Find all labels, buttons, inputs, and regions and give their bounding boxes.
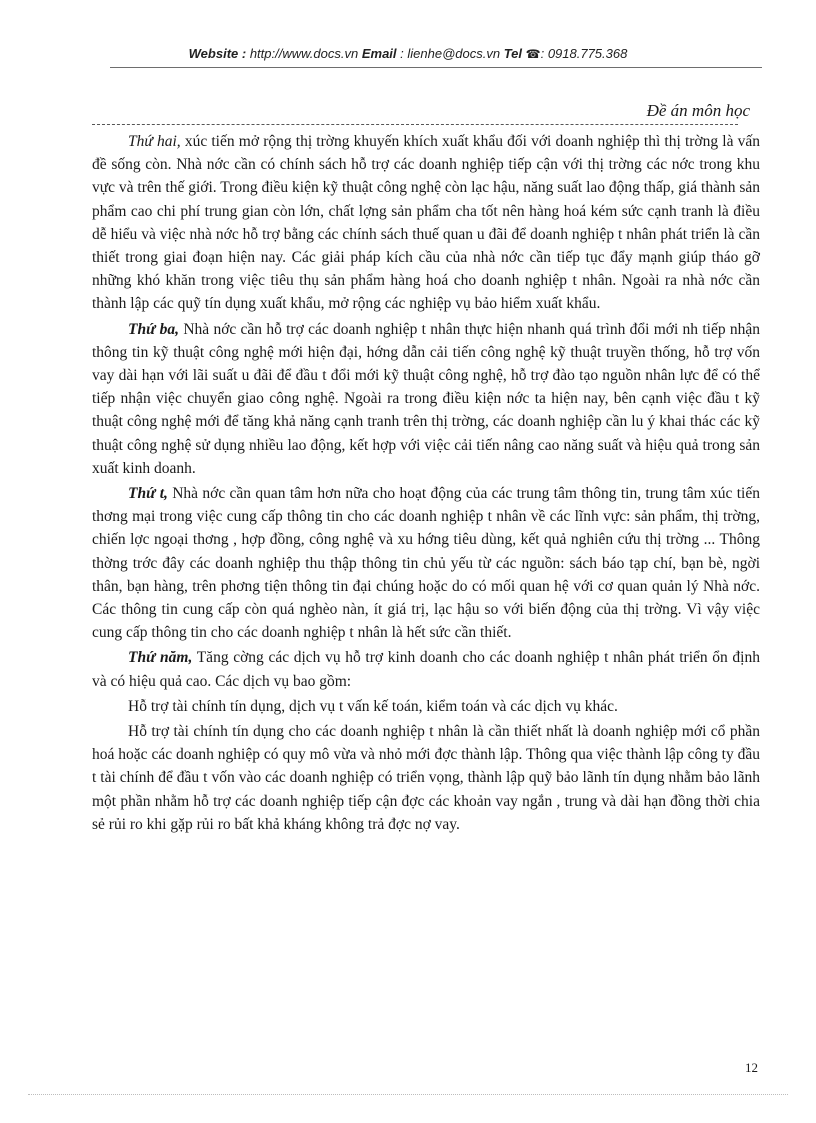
header-rule [110, 67, 762, 68]
document-label: Đề án môn học [646, 101, 750, 120]
paragraph-lead: Thứ năm, [128, 649, 193, 667]
website-url[interactable]: http://www.docs.vn [249, 46, 359, 61]
page-number: 12 [745, 1060, 758, 1075]
website-label: Website : [188, 46, 247, 61]
dashed-divider [92, 124, 738, 125]
paragraph-text: Nhà nớc cần quan tâm hơn nữa cho hoạt động của các trung tâm thông tin, trung tâm xúc tiến thơng mại trong việc cung cấp thông tin cho các doanh nghiệp t nhân về các lĩnh vực: sản phẩm, thị trờng, chiến lợc ngoại thơng , hợp đồng, công nghệ và xu hớng tiêu dùng, kết quả nghiên cứu thị trờng ... Thông thờng trớc đây các doanh nghiệp thu thập thông tin chủ yếu từ các nguồn: sách báo tạp chí, bạn bè, ngời thân, bạn hàng, trên phơng tiện thông tin đại chúng hoặc do có mối quan hệ với cơ quan quản lý Nhà nớc. Các thông tin cung cấp còn quá nghèo nàn, ít giá trị, lạc hậu so với biến động của thị trờng. Vì vậy việc cung cấp thông tin cho các doanh nghiệp t nhân là hết sức cần thiết. [92, 485, 760, 642]
paragraph-lead: Thứ t, [128, 485, 168, 503]
email-value[interactable]: : lienhe@docs.vn [400, 46, 501, 61]
paragraph-text: xúc tiến mở rộng thị trờng khuyến khích xuất khẩu đối với doanh nghiệp thì thị trờng là vấn đề sống còn. Nhà nớc cần có chính sách hỗ trợ các doanh nghiệp tiếp cận với thị trờng các nớc trong khu vực và trên thế giới. Trong điều kiện kỹ thuật công nghệ còn lạc hậu, năng suất lao động thấp, giá thành sản phẩm cao chi phí trung gian còn lớn, chất lợng sản phẩm cha tốt nên hàng hoá kém sức cạnh tranh là điều dễ hiểu và việc nhà nớc hỗ trợ bằng các chính sách thuế quan u đãi để doanh nghiệp t nhân phát triển là cần thiết trong giai đoạn hiện nay. Các giải pháp kích cầu của nhà nớc cần tiếp tục đẩy mạnh giúp tháo gỡ những khó khăn trong việc tiêu thụ sản phẩm hàng hoá cho doanh nghiệp t nhân. Ngoài ra nhà nớc cần thành lập các quỹ tín dụng xuất khẩu, mở rộng các nghiệp vụ bảo hiểm xuất khẩu. [92, 133, 760, 313]
paragraph [92, 720, 760, 836]
paragraph-text: Nhà nớc cần hỗ trợ các doanh nghiệp t nhân thực hiện nhanh quá trình đổi mới nh tiếp nhận thông tin kỹ thuật công nghệ mới hiện đại, hớng dẫn cải tiến công nghệ kỹ thuật truyền thống, hỗ trợ vốn vay dài hạn với lãi suất u đãi để đầu t đổi mới kỹ thuật công nghệ, hỗ trợ đào tạo nguồn nhân lực để có thể tiếp nhận việc chuyển giao công nghệ. Ngoài ra trong điều kiện nớc ta hiện nay, bên cạnh việc đầu t kỹ thuật công nghệ mới để tăng khả năng cạnh tranh trên thị trờng, các doanh nghiệp cần lu ý khai thác các kỹ thuật công nghệ sử dụng nhiều lao động, kết hợp với việc cải tiến nâng cao năng suất và hiệu quả trong sản xuất kinh doanh. [92, 320, 761, 477]
paragraph-text: Hỗ trợ tài chính tín dụng cho các doanh nghiệp t nhân là cần thiết nhất là doanh nghiệp mới cổ phần hoá hoặc các doanh nghiệp có quy mô vừa và nhỏ mới đợc thành lập. Thông qua việc thành lập công ty đầu t tài chính để đầu t vốn vào các doanh nghiệp có triển vọng, thành lập quỹ bảo lãnh tín dụng nhằm bảo lãnh một phần nhằm hỗ trợ các doanh nghiệp tiếp cận đợc các khoản vay ngắn , trung và dài hạn đồng thời chia sẻ rủi ro khi gặp rủi ro bất khả kháng không trả đợc nợ vay. [92, 723, 760, 833]
website-header [0, 46, 816, 61]
paragraph-text: Hỗ trợ tài chính tín dụng, dịch vụ t vấn kế toán, kiểm toán và các dịch vụ khác. [128, 697, 618, 715]
paragraph [92, 130, 760, 316]
paragraph [92, 646, 760, 692]
document-body [92, 130, 760, 836]
paragraph-lead: Thứ hai, [128, 133, 181, 150]
paragraph [92, 695, 760, 718]
tel-label: Tel [503, 46, 523, 61]
email-label: Email [361, 46, 397, 61]
page-bottom-border [28, 1094, 788, 1095]
tel-value: : 0918.775.368 [540, 46, 628, 61]
paragraph-lead: Thứ ba, [128, 320, 180, 338]
paragraph [92, 318, 760, 480]
phone-icon: ☎ [525, 47, 541, 61]
paragraph-text: Tăng cờng các dịch vụ hỗ trợ kinh doanh cho các doanh nghiệp t nhân phát triển ổn định và có hiệu quả cao. Các dịch vụ bao gồm: [92, 649, 760, 690]
paragraph [92, 482, 760, 644]
